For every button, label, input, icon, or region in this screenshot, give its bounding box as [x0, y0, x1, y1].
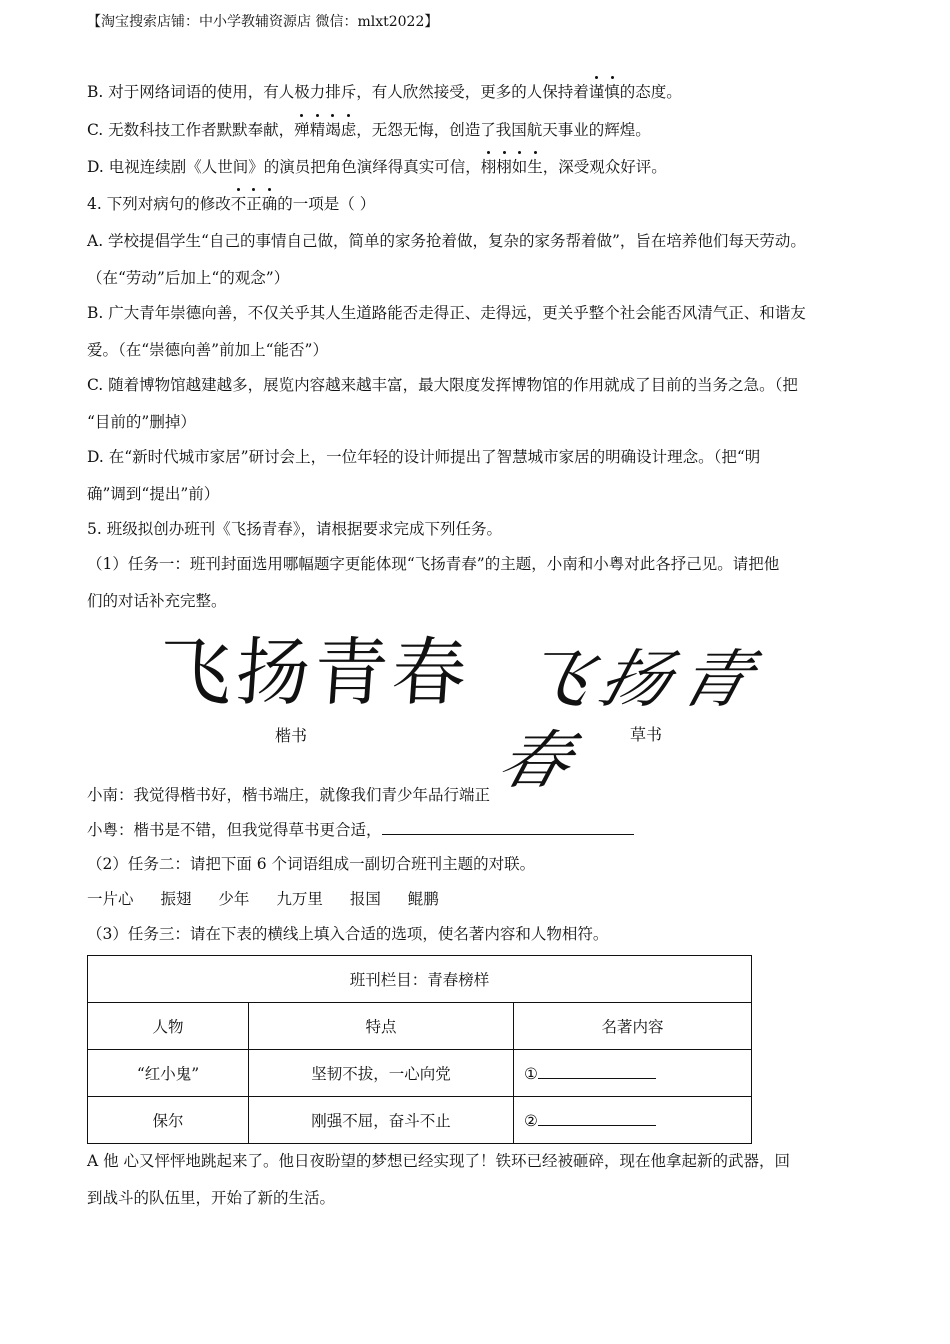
- header-content: 名著内容: [514, 1003, 752, 1050]
- dotted-char: 虑: [340, 121, 357, 139]
- trait-cell: 刚强不屈，奋斗不止: [249, 1097, 514, 1144]
- word: 报国: [349, 890, 381, 908]
- option-a-line2: 到战斗的队伍里，开始了新的生活。: [87, 1189, 336, 1207]
- dotted-char: 生: [527, 158, 543, 176]
- person-cell: 保尔: [88, 1097, 249, 1144]
- dotted-char: 栩: [480, 158, 497, 176]
- header-person: 人物: [88, 1003, 249, 1050]
- dotted-char: 正: [246, 195, 262, 213]
- mark: ①: [524, 1065, 538, 1083]
- role-model-table: [87, 955, 752, 1144]
- q5-task3: （3）任务三：请在下表的横线上填入合适的选项，使名著内容和人物相符。: [87, 925, 609, 943]
- xiaoyue-text: 小粤：楷书是不错，但我觉得草书更合适，: [87, 821, 382, 839]
- word: 九万里: [276, 890, 323, 908]
- q4-option-b-line2: 爱。（在“崇德向善”前加上“能否”）: [87, 341, 328, 359]
- q3-b-text-end: 的态度。: [619, 83, 682, 101]
- xiaoyue-dialogue: [87, 819, 634, 840]
- q4-option-c-line2: “目前的”删掉）: [87, 413, 196, 431]
- table-header-row: [88, 1003, 752, 1050]
- table-row: [88, 1097, 752, 1144]
- q3-d-text: D. 电视连续剧《人世间》的演员把角色演绎得真实可信，: [87, 158, 481, 176]
- q4-stem: [87, 194, 375, 214]
- q5-task1-line2: 们的对话补充完整。: [87, 592, 227, 610]
- word: 振翅: [160, 890, 192, 908]
- dotted-char: 栩: [496, 158, 512, 176]
- q5-task1-line1: （1）任务一：班刊封面选用哪幅题字更能体现“飞扬青春”的主题，小南和小粤对此各抒己见。请把他: [87, 555, 780, 573]
- mark: ②: [524, 1112, 538, 1130]
- dotted-char: 谨: [588, 83, 605, 101]
- page-header: 【淘宝搜索店铺：中小学教辅资源店 微信：mlxt2022】: [87, 14, 439, 30]
- q4-option-b-line1: B. 广大青年崇德向善，不仅关乎其人生道路能否走得正、走得远，更关乎整个社会能否风清气正、和谐友: [87, 304, 806, 322]
- q4-option-a-line1: A. 学校提倡学生“自己的事情自己做，简单的家务抢着做，复杂的家务帮着做”，旨在培养他们每天劳动。: [87, 232, 806, 250]
- q4-stem-text-end: 的一项是（ ）: [277, 195, 376, 213]
- content-cell: [514, 1097, 752, 1144]
- kai-label: 楷书: [275, 726, 308, 745]
- dotted-char: 慎: [604, 83, 620, 101]
- q3-option-b: [87, 82, 682, 102]
- q4-option-a-line2: （在“劳动”后加上“的观念”）: [87, 269, 290, 287]
- table-title-row: [88, 956, 752, 1003]
- word: 一片心: [87, 890, 134, 908]
- dotted-char: 如: [511, 158, 528, 176]
- table-row: [88, 1050, 752, 1097]
- cao-label: 草书: [630, 725, 663, 744]
- option-a-line1: A 他 心又怦怦地跳起来了。他日夜盼望的梦想已经实现了！铁环已经被砸碎，现在他拿起新的武器，回: [87, 1152, 791, 1170]
- answer-blank[interactable]: [538, 1063, 656, 1079]
- table-title: 班刊栏目：青春榜样: [88, 956, 752, 1003]
- q5-task2: （2）任务二：请把下面 6 个词语组成一副切合班刊主题的对联。: [87, 855, 536, 873]
- xiaonan-dialogue: 小南：我觉得楷书好，楷书端庄，就像我们青少年品行端正: [87, 786, 491, 804]
- dotted-char: 确: [261, 195, 278, 213]
- q3-c-text-end: ，无怨无悔，创造了我国航天事业的辉煌。: [356, 121, 651, 139]
- person-cell: “红小鬼”: [88, 1050, 249, 1097]
- q4-option-d-line2: 确”调到“提出”前）: [87, 485, 220, 503]
- cao-calligraphy: 飞扬青春: [490, 642, 770, 798]
- word: 鲲鹏: [407, 890, 439, 908]
- q5-stem: 5. 班级拟创办班刊《飞扬青春》，请根据要求完成下列任务。: [87, 520, 502, 538]
- dotted-char: 殚: [294, 121, 310, 139]
- q3-option-d: [87, 157, 667, 177]
- content-cell: [514, 1050, 752, 1097]
- q4-option-d-line1: D. 在“新时代城市家居”研讨会上，一位年轻的设计师提出了智慧城市家居的明确设计理念。（把“明: [87, 448, 761, 466]
- dotted-char: 精: [309, 121, 326, 139]
- trait-cell: 坚韧不拔，一心向党: [249, 1050, 514, 1097]
- word: 少年: [218, 890, 250, 908]
- answer-blank[interactable]: [538, 1110, 656, 1126]
- q4-stem-text: 4. 下列对病句的修改: [87, 195, 231, 213]
- q3-option-c: [87, 120, 651, 140]
- header-trait: 特点: [249, 1003, 514, 1050]
- q3-d-text-end: ，深受观众好评。: [542, 158, 667, 176]
- word-list: [87, 889, 439, 909]
- kai-calligraphy: 飞扬青春: [154, 630, 474, 716]
- answer-blank[interactable]: [382, 819, 634, 835]
- q3-c-text: C. 无数科技工作者默默奉献，: [87, 121, 295, 139]
- q4-option-c-line1: C. 随着博物馆越建越多，展览内容越来越丰富，最大限度发挥博物馆的作用就成了目前的当务之急。（把: [87, 376, 798, 394]
- q3-b-text: B. 对于网络词语的使用，有人极力排斥，有人欣然接受，更多的人保持着: [87, 83, 589, 101]
- dotted-char: 不: [230, 195, 247, 213]
- dotted-char: 竭: [325, 121, 341, 139]
